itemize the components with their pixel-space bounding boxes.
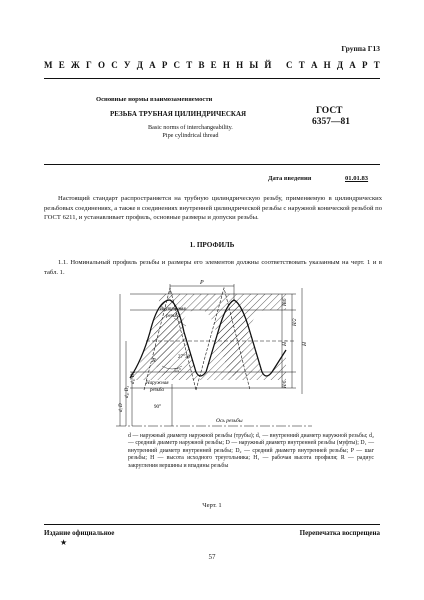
external-thread-label-2: резьба xyxy=(150,388,164,393)
banner-letter: С xyxy=(111,60,118,70)
header-rule xyxy=(44,164,380,165)
banner-letter: А xyxy=(310,60,318,70)
banner-letter: Р xyxy=(361,60,368,70)
banner-letter: Д xyxy=(336,60,344,70)
banner-letter: Н xyxy=(236,60,244,70)
external-thread-label-1: Наружная xyxy=(146,381,169,386)
intro-text: Настоящий стандарт распространяется на трубную цилиндрическую резьбу, применяемую в цилиндрических резьбовых соединениях, а также в соединениях внутренней цилиндрической резьбы с наружной конической резьбой по ГОСТ 6211, и устанавливает профиль, основные размеры и допуски резьбы. xyxy=(44,195,382,221)
banner-letter: В xyxy=(198,60,205,70)
dim-d-D: d, D xyxy=(119,403,124,412)
angle-90-label: 90° xyxy=(154,405,161,410)
banner-letter xyxy=(278,60,280,74)
banner-letter: Е xyxy=(210,60,217,70)
thread-axis-label: Ось резьбы xyxy=(216,418,243,424)
dim-d2-D2: d₂, D₂ xyxy=(125,385,130,398)
banner-letter: Й xyxy=(264,60,272,70)
internal-thread-label-2: резьба xyxy=(166,314,180,319)
dim-h6-top: H/6 xyxy=(283,298,288,306)
banner-letter: Г xyxy=(86,60,92,70)
reprint-prohibited: Перепечатка воспрещена xyxy=(299,529,380,537)
banner-letter: Ы xyxy=(249,60,259,70)
gost-number: 6357—81 xyxy=(312,117,350,127)
banner-rule xyxy=(44,78,380,79)
paragraph-1-1 xyxy=(44,258,382,277)
date-label: Дата введения xyxy=(268,175,312,182)
banner-letter: С xyxy=(173,60,181,70)
standard-title: РЕЗЬБА ТРУБНАЯ ЦИЛИНДРИЧЕСКАЯ xyxy=(110,110,247,118)
standard-category: Основные нормы взаимозаменяемости xyxy=(96,96,213,103)
star-icon: ★ xyxy=(60,538,68,547)
paragraph-1-1-text: 1.1. Номинальный профиль резьбы и размеры его элементов должны соответствовать указанным на черт. 1 и в табл. 1. xyxy=(44,259,382,276)
dim-h: H xyxy=(302,342,308,346)
official-edition: Издание официальное xyxy=(44,529,115,537)
banner-letter: Е xyxy=(58,60,65,70)
half-angle-label: 27°30' xyxy=(178,355,191,360)
english-title-line-2: Pipe cylindrical thread xyxy=(162,132,219,139)
banner-letter: М xyxy=(44,60,53,70)
section-title: 1. ПРОФИЛЬ xyxy=(189,241,235,249)
profile-angle-label: 55° xyxy=(174,369,181,374)
internal-thread-label-1: Внутренняя xyxy=(160,307,186,312)
banner-letter: Р xyxy=(161,60,168,70)
banner-letter: О xyxy=(97,60,105,70)
dim-h2: H/2 xyxy=(293,318,298,326)
english-title xyxy=(148,124,233,140)
intro-paragraph xyxy=(44,194,382,223)
banner-letter: Ж xyxy=(70,60,80,70)
figure-caption: Черт. 1 xyxy=(202,502,222,509)
radius-label: R xyxy=(152,358,156,364)
banner-letter: С xyxy=(286,60,293,70)
banner-letter: Т xyxy=(373,60,380,70)
english-title-line-1: Basic norms of interchangeability. xyxy=(148,124,233,131)
standard-banner xyxy=(44,60,380,74)
banner-letter: У xyxy=(123,60,131,70)
date-value: 01.01.83 xyxy=(345,175,369,182)
dim-h6-bottom: H/6 xyxy=(283,380,288,388)
gost-label: ГОСТ xyxy=(316,106,343,116)
banner-letter: Т xyxy=(186,60,193,70)
banner-letter: Т xyxy=(298,60,305,70)
dim-d1-D1: d₁, D₁ xyxy=(131,371,136,384)
banner-letter: Н xyxy=(222,60,230,70)
banner-letter: А xyxy=(149,60,156,70)
banner-letter: А xyxy=(349,60,356,70)
dim-h1: H₁ xyxy=(282,340,288,346)
banner-letter: Н xyxy=(323,60,331,70)
banner-letter: Д xyxy=(136,60,143,70)
pitch-label: P xyxy=(200,280,204,286)
group-code: Группа Г13 xyxy=(341,44,380,53)
page-number: 57 xyxy=(208,553,216,561)
thread-profile-drawing xyxy=(116,280,316,430)
drawing-legend: d — наружный диаметр наружной резьбы (трубы); d₁ — внутренний диаметр наружной резьбы; d₂ — средний диаметр наружной резьбы; D — наружный диаметр внутренней резьбы (муфты); D₁ — внутренний диаметр внутренней резьбы; D₂ — средний диаметр внутренней резьбы; P — шаг резьбы; H — высота исходного треугольника; H₁ — рабочая высота профиля; R — радиус закругления вершины и впадины резьбы xyxy=(128,433,374,469)
footer-rule xyxy=(44,524,380,525)
